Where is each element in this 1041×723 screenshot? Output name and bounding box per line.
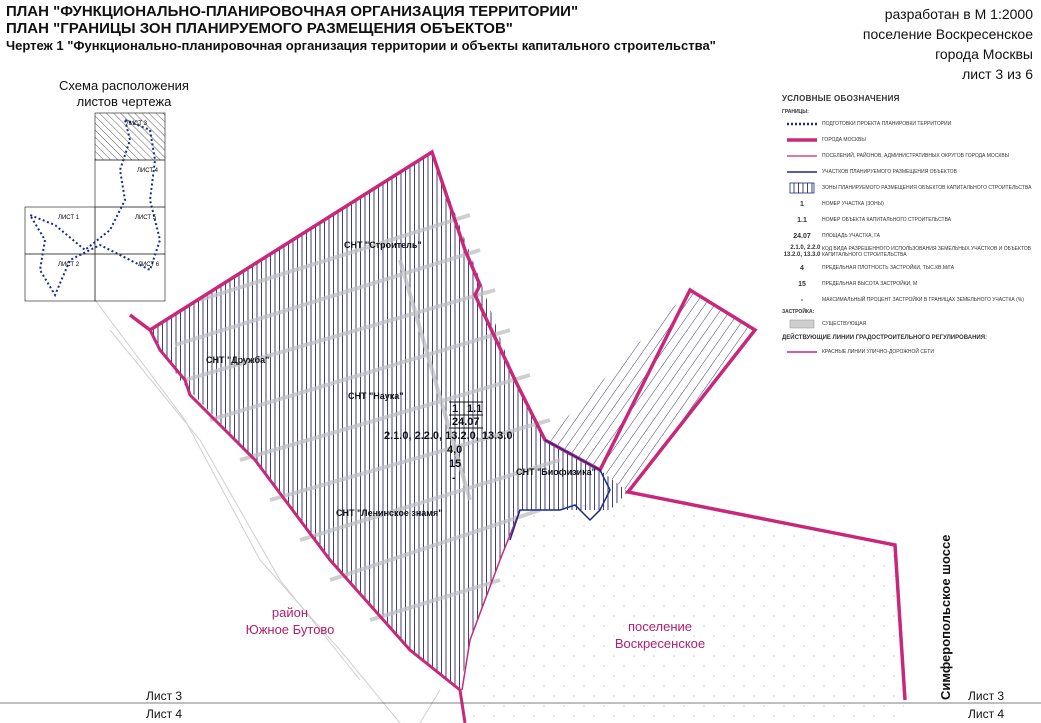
district-yuzhnoe-butovo (225, 604, 355, 638)
district-left-line1: район (271, 605, 309, 620)
schema-sheet-4-label: ЛИСТ 4 (136, 168, 158, 174)
legend-row-area (782, 229, 1032, 243)
legend-text-11: МАКСИМАЛЬНЫЙ ПРОЦЕНТ ЗАСТРОЙКИ В ГРАНИЦАХ ЗЕМЕЛЬНОГО УЧАСТКА (%) (822, 297, 1024, 303)
legend-symbol-10: 15 (798, 280, 806, 288)
legend-row-density (782, 261, 1032, 275)
legend-text-9: ПРЕДЕЛЬНАЯ ПЛОТНОСТЬ ЗАСТРОЙКИ, ТЫС.КВ.М/ГА (822, 265, 955, 271)
sheet-number: лист 3 из 6 (962, 66, 1033, 82)
legend-row-project-boundary (782, 117, 1032, 131)
schema-sheet-2-label: ЛИСТ 2 (58, 262, 80, 268)
schema-sheet-1-label: ЛИСТ 1 (58, 215, 80, 221)
zone-density: 4,0 (447, 444, 463, 456)
highway-label: Симферопольское шоссе (938, 534, 953, 700)
legend-symbol-8: 2.1.0, 2.2.0 13.2.0, 13.3.0 (783, 245, 821, 258)
thick-magenta-line-icon (786, 137, 818, 143)
zone-number: 1 (452, 403, 459, 415)
legend-row-height (782, 277, 1032, 291)
settlement-text-2: города Москвы (935, 46, 1033, 62)
zone-area: 24.07 (452, 416, 480, 428)
snt-stroitel-label: СНТ "Строитель" (344, 240, 422, 250)
legend-text-2: ПОСЕЛЕНИЙ, РАЙОНОВ, АДМИНИСТРАТИВНЫХ ОКРУГОВ ГОРОДА МОСКВЫ (822, 153, 1010, 159)
schema-title-2: листов чертежа (76, 94, 172, 109)
legend-text-10: ПРЕДЕЛЬНАЯ ВЫСОТА ЗАСТРОЙКИ, М (822, 281, 918, 287)
legend-row-building (782, 317, 1032, 331)
schema-sheet-3-label: ЛИСТ 3 (125, 121, 147, 127)
zone-percent: - (452, 472, 456, 484)
zone-codes: 2.1.0, 2.2.0, 13.2.0, 13.3.0 (384, 430, 513, 442)
legend-symbol-7: 24.07 (793, 232, 811, 240)
legend-text-0: ПОДГОТОВКИ ПРОЕКТА ПЛАНИРОВКИ ТЕРРИТОРИИ (822, 121, 952, 127)
legend-building-text: СУЩЕСТВУЮЩАЯ (822, 321, 867, 327)
legend-row-zone-number (782, 197, 1032, 211)
legend-row-percent (782, 293, 1032, 307)
legend-text-3: УЧАСТКОВ ПЛАНИРУЕМОГО РАЗМЕЩЕНИЯ ОБЪЕКТОВ (822, 169, 957, 175)
schema-sheet-5-label: ЛИСТ 5 (135, 215, 157, 221)
legend-row-object-number (782, 213, 1032, 227)
legend-text-7: ПЛОЩАДЬ УЧАСТКА, ГА (822, 233, 880, 239)
district-right-line2: Воскресенское (614, 636, 706, 651)
snt-druzhba-label: СНТ "Дружба" (206, 355, 270, 365)
snt-leninskoe-label: СНТ "Ленинское знамя" (336, 508, 443, 518)
legend-text-4: ЗОНЫ ПЛАНИРУЕМОГО РАЗМЕЩЕНИЯ ОБЪЕКТОВ КАПИТАЛЬНОГО СТРОИТЕЛЬСТВА (822, 185, 1032, 191)
legend-row-codes (782, 245, 1032, 259)
district-voskresenskoe (595, 618, 725, 652)
plan-title-2: ПЛАН "ГРАНИЦЫ ЗОН ПЛАНИРУЕМОГО РАЗМЕЩЕНИЯ ОБЪЕКТОВ" (6, 20, 513, 37)
sheet-label-bottom-right-2: Лист 4 (968, 707, 1005, 721)
schema-title-1: Схема расположения (59, 78, 189, 93)
legend-text-1: ГОРОДА МОСКВЫ (822, 137, 866, 143)
legend-title: УСЛОВНЫЕ ОБОЗНАЧЕНИЯ (782, 94, 900, 103)
legend-row-moscow-boundary (782, 133, 1032, 147)
schema-grid (25, 113, 165, 301)
legend-symbol-11: - (800, 296, 804, 304)
sheet-label-bottom-left-2: Лист 4 (146, 707, 183, 721)
zone-object-number: 1.1 (467, 403, 483, 415)
district-right-line1: поселение (627, 619, 693, 634)
legend-lines-heading: ДЕЙСТВУЮЩИЕ ЛИНИИ ГРАДОСТРОИТЕЛЬНОГО РЕГУЛИРОВАНИЯ: (782, 335, 988, 341)
legend-symbol-5: 1 (800, 200, 804, 208)
legend-symbol-9: 4 (800, 264, 804, 272)
thin-magenta-line-icon (786, 153, 818, 159)
settlement-text-1: поселение Воскресенское (862, 26, 1033, 42)
legend-text-5: НОМЕР УЧАСТКА (ЗОНЫ) (822, 201, 884, 207)
legend (782, 94, 1032, 361)
drawing-subtitle: Чертеж 1 "Функционально-планировочная организация территории и объекты капитального строительства" (6, 38, 716, 53)
dotted-line-icon (786, 121, 818, 127)
schema-sheet-6-label: ЛИСТ 6 (138, 262, 160, 268)
blue-line-icon (786, 169, 818, 175)
red-line-icon (786, 349, 818, 355)
plan-title-1: ПЛАН "ФУНКЦИОНАЛЬНО-ПЛАНИРОВОЧНАЯ ОРГАНИЗАЦИЯ ТЕРРИТОРИИ" (6, 3, 579, 20)
legend-building-heading: ЗАСТРОЙКА: (782, 309, 815, 315)
legend-row-plot-boundary (782, 165, 1032, 179)
legend-boundaries-heading: ГРАНИЦЫ: (782, 109, 809, 115)
zone-height: 15 (449, 458, 462, 470)
sheet-label-bottom-right-1: Лист 3 (968, 689, 1005, 703)
legend-red-lines-text: КРАСНЫЕ ЛИНИИ УЛИЧНО-ДОРОЖНОЙ СЕТИ (822, 349, 934, 355)
legend-text-6: НОМЕР ОБЪЕКТА КАПИТАЛЬНОГО СТРОИТЕЛЬСТВА (822, 217, 952, 223)
scale-text: разработан в М 1:2000 (884, 6, 1033, 22)
snt-biofizika-label: СНТ "Биофизика" (516, 467, 596, 477)
district-left-line2: Южное Бутово (245, 622, 335, 637)
legend-row-red-lines (782, 345, 1032, 359)
hatch-box-icon (789, 182, 815, 194)
legend-text-8: КОД ВИДА РАЗРЕШЕННОГО ИСПОЛЬЗОВАНИЯ ЗЕМЕЛЬНЫХ УЧАСТКОВ И ОБЪЕКТОВ КАПИТАЛЬНОГО СТРОИТЕЛЬСТВА (822, 246, 1031, 258)
voskresenskoe-area (470, 495, 905, 723)
snt-nauka-label: СНТ "Наука" (348, 391, 404, 401)
sheet-label-bottom-left-1: Лист 3 (146, 689, 183, 703)
legend-row-settlement-boundary (782, 149, 1032, 163)
legend-row-zone (782, 181, 1032, 195)
legend-symbol-6: 1.1 (797, 216, 807, 224)
building-swatch-icon (789, 319, 815, 329)
